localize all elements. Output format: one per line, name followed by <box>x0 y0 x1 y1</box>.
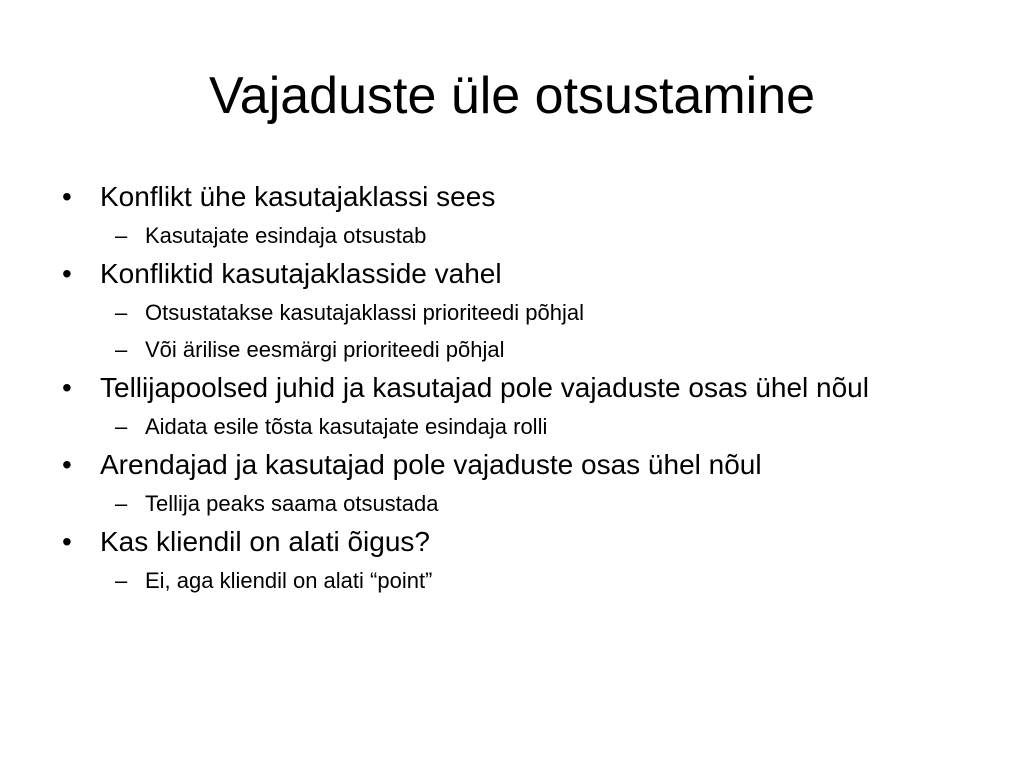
bullet-dot: • <box>62 449 72 480</box>
sub-item <box>62 335 962 365</box>
sub-dash: – <box>115 491 128 516</box>
bullet-dot: • <box>62 258 72 289</box>
sub-dash: – <box>115 414 128 439</box>
bullet-text: Arendajad ja kasutajad pole vajaduste osas ühel nõul <box>100 449 762 480</box>
sub-item <box>62 566 962 596</box>
sub-text: Aidata esile tõsta kasutajate esindaja rolli <box>145 414 548 439</box>
bullet-item <box>62 180 962 214</box>
sub-item <box>62 298 962 328</box>
sub-dash: – <box>115 223 128 248</box>
slide-title: Vajaduste üle otsustamine <box>208 67 816 125</box>
bullet-dot: • <box>62 372 72 403</box>
sub-text: Kasutajate esindaja otsustab <box>145 223 427 248</box>
sub-text: Tellija peaks saama otsustada <box>145 491 439 516</box>
bullet-text: Kas kliendil on alati õigus? <box>100 526 430 557</box>
bullet-dot: • <box>62 181 72 212</box>
bullet-text: Konflikt ühe kasutajaklassi sees <box>100 181 496 212</box>
bullet-item <box>62 525 962 559</box>
bullet-dot: • <box>62 526 72 557</box>
sub-item <box>62 221 962 251</box>
bullet-item <box>62 371 962 405</box>
bullet-text: Tellijapoolsed juhid ja kasutajad pole vajaduste osas ühel nõul <box>100 372 869 403</box>
sub-dash: – <box>115 337 128 362</box>
bullet-text: Konfliktid kasutajaklasside vahel <box>100 258 502 289</box>
sub-dash: – <box>115 568 128 593</box>
sub-text: Või ärilise eesmärgi prioriteedi põhjal <box>145 337 505 362</box>
sub-dash: – <box>115 300 128 325</box>
sub-item <box>62 412 962 442</box>
sub-text: Otsustatakse kasutajaklassi prioriteedi põhjal <box>145 300 585 325</box>
sub-text: Ei, aga kliendil on alati “point” <box>145 568 433 593</box>
bullet-item <box>62 257 962 291</box>
bullet-item <box>62 448 962 482</box>
sub-item <box>62 489 962 519</box>
bullet-list <box>62 180 962 596</box>
